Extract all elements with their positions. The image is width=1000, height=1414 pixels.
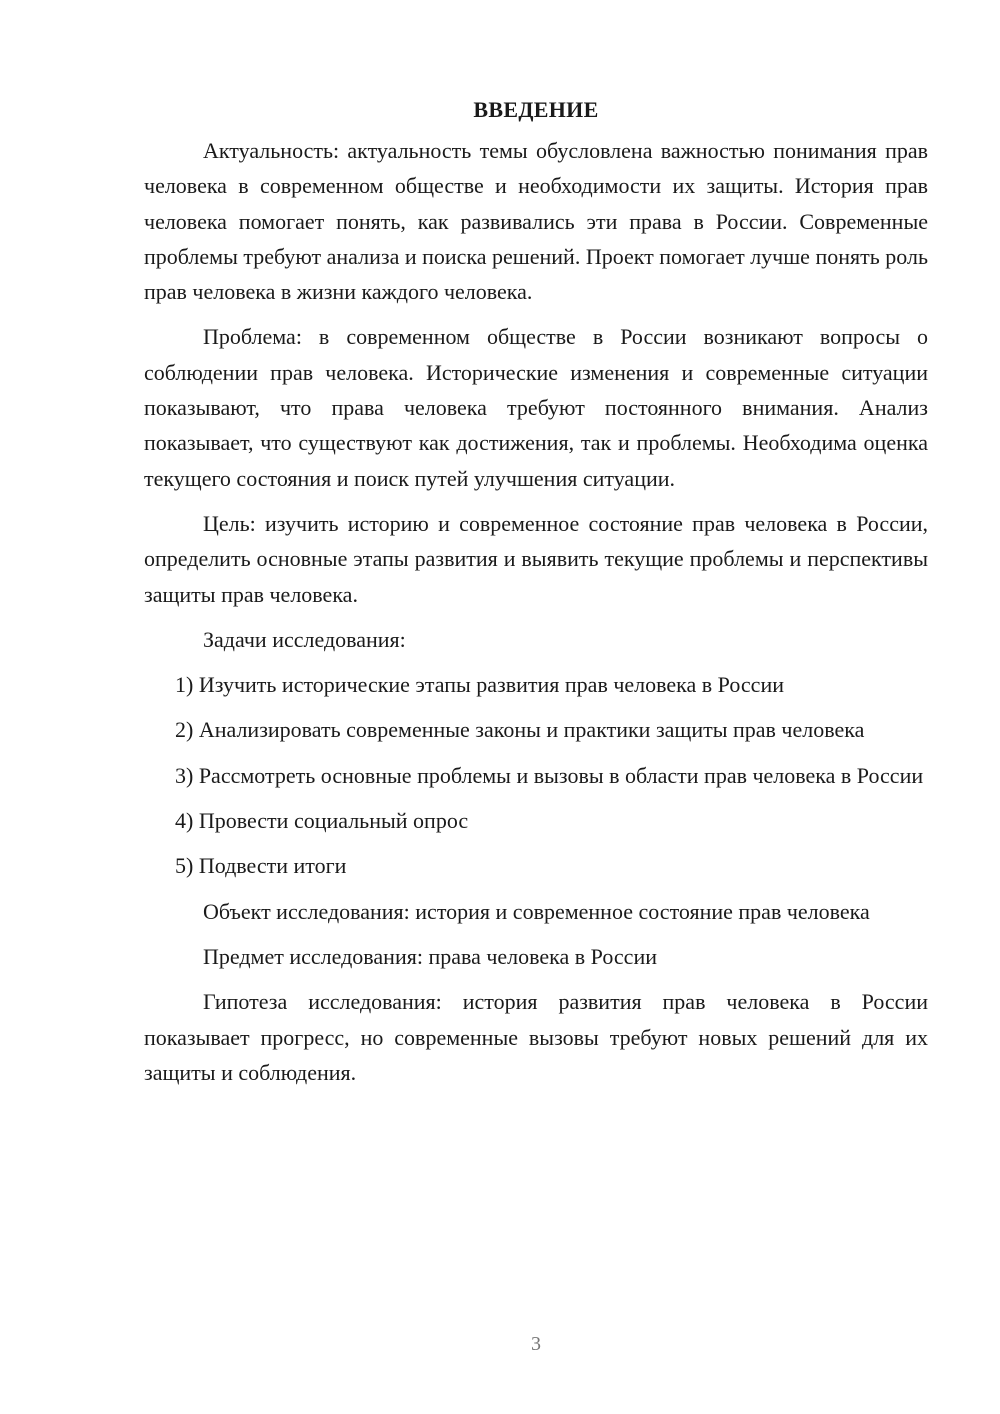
task-item: 3) Рассмотреть основные проблемы и вызовы в области прав человека в России	[175, 762, 924, 788]
task-item: 2) Анализировать современные законы и практики защиты прав человека	[175, 717, 865, 743]
problem-paragraph: Проблема: в современном обществе в России возникают вопросы о соблюдении прав человека. Исторические изменения и современные ситуации показывают, что права человека требуют постоянного внимания. Анализ показывает, что существуют как достижения, так и проблемы. Необходима оценка текущего состояния и поиск путей улучшения ситуации.	[144, 324, 928, 491]
task-item: 5) Подвести итоги	[175, 853, 347, 879]
section-title: ВВЕДЕНИЕ	[473, 97, 599, 122]
page-number: 3	[531, 1333, 541, 1355]
task-item: 1) Изучить исторические этапы развития прав человека в России	[175, 672, 784, 698]
hypothesis-paragraph: Гипотеза исследования: история развития прав человека в России показывает прогресс, но современные вызовы требуют новых решений для их защиты и соблюдения.	[144, 989, 928, 1085]
relevance-paragraph: Актуальность: актуальность темы обусловлена важностью понимания прав человека в современном обществе и необходимости их защиты. История прав человека помогает понять, как развивались эти права в России. Современные проблемы требуют анализа и поиска решений. Проект помогает лучше понять роль прав человека в жизни каждого человека.	[144, 138, 928, 305]
object-paragraph: Объект исследования: история и современное состояние прав человека	[203, 898, 870, 924]
goal-paragraph: Цель: изучить историю и современное состояние прав человека в России, определить основные этапы развития и выявить текущие проблемы и перспективы защиты прав человека.	[144, 510, 928, 607]
task-item: 4) Провести социальный опрос	[175, 808, 469, 834]
document-page	[144, 92, 928, 1100]
tasks-heading: Задачи исследования:	[203, 626, 406, 652]
subject-paragraph: Предмет исследования: права человека в России	[203, 943, 657, 969]
